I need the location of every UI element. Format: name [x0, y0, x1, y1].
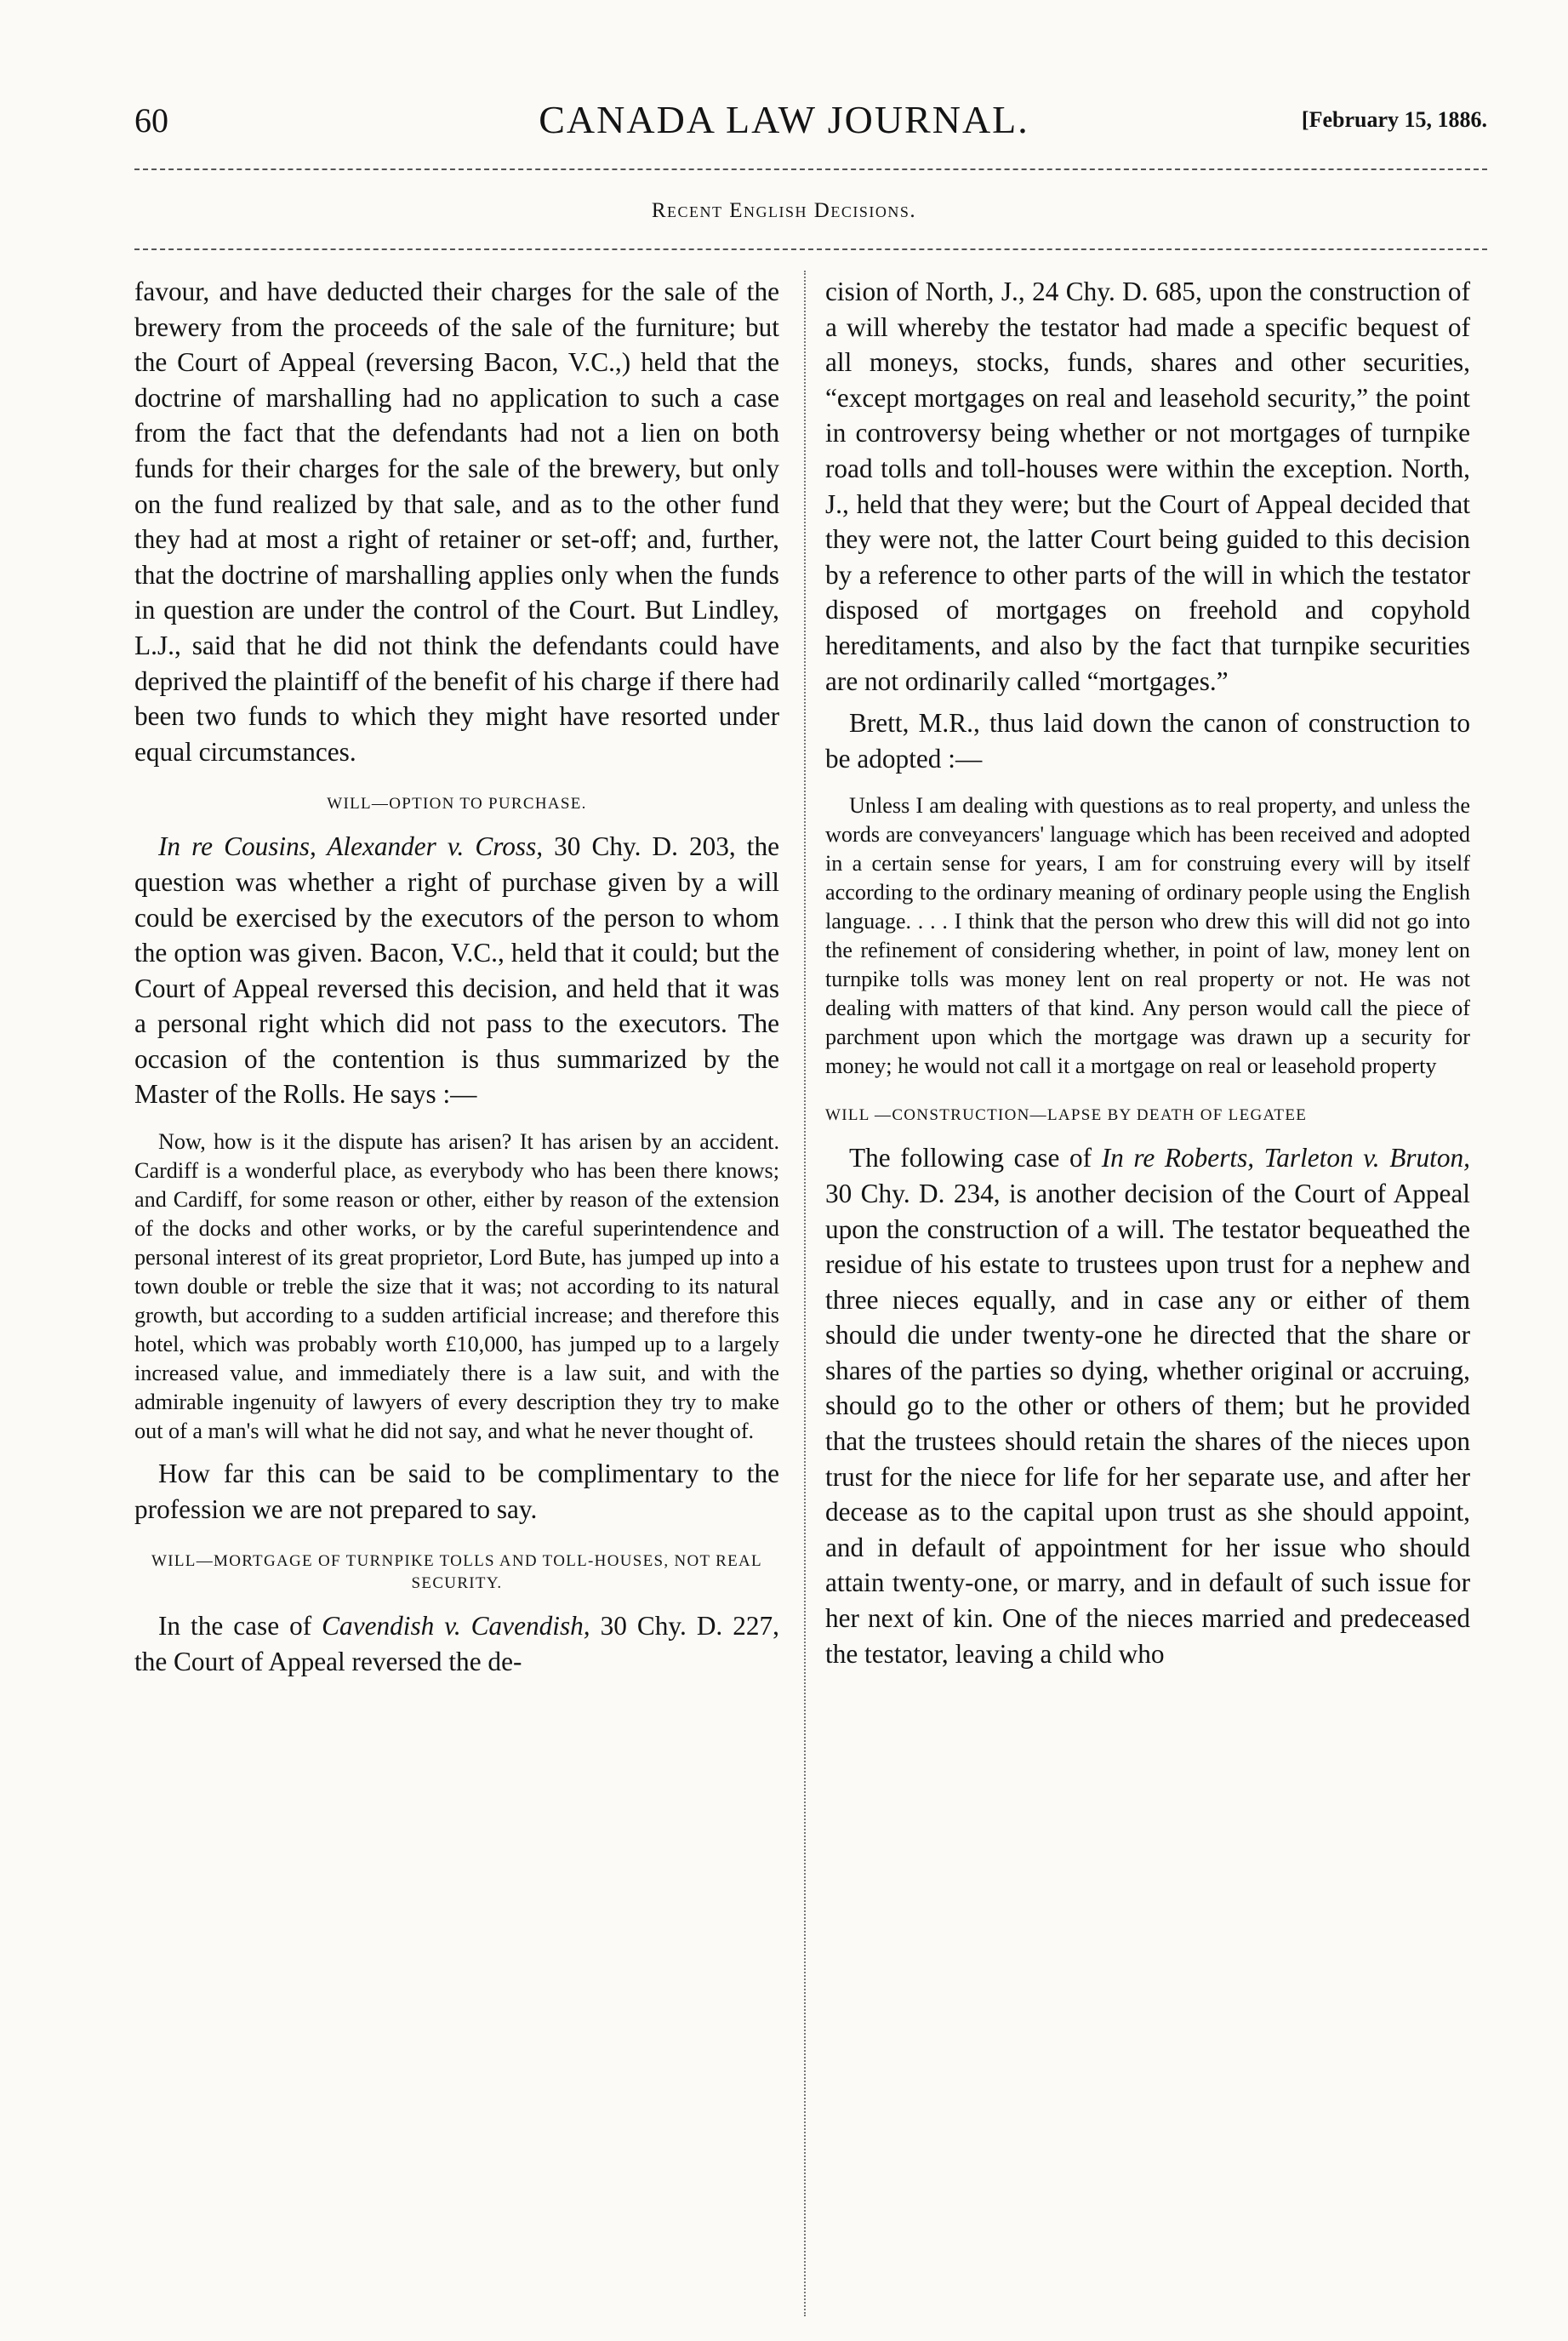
- right-quote-1: Unless I am dealing with questions as to real property, and unless the words are conveyancers' language which has been received and adopted in a certain sense for years, I am for construing every will by itself according to the ordinary meaning of ordinary people using the English language. . . . I think that the person who drew this will did not go into the refinement of considering whether, in point of law, money lent on turnpike tolls was money lent on real property or not. He was not dealing with matters of that kind. Any person would call the piece of parchment upon which the mortgage was drawn up a security for money; he would not call it a mortgage on real or leasehold property: [825, 793, 1470, 1079]
- left-heading-2: WILL—MORTGAGE OF TURNPIKE TOLLS AND TOLL-HOUSES, NOT REAL SECURITY.: [151, 1552, 762, 1593]
- case-name: In re Cousins, Alexander v. Cross,: [158, 831, 544, 862]
- right-paragraph-3: [825, 1140, 1470, 1671]
- right-heading-1: WILL —CONSTRUCTION—LAPSE BY DEATH OF LEGATEE: [825, 1106, 1308, 1125]
- paragraph-text: 30 Chy. D. 227, the Court of Appeal reversed the de-: [134, 1611, 779, 1676]
- paragraph-text: 30 Chy. D. 234, is another decision of the Court of Appeal upon the construction of a will. The testator bequeathed the residue of his estate to trustees upon trust for a nephew and three nieces equally, and in case any or either of them should die under twenty-one he directed that the share or shares of the parties so dying, whether original or accruing, should go to the other or others of them; but he provided that the trustees should retain the shares of the nieces upon trust for the niece for life for her separate use, and after her decease as to the capital upon trust as she should appoint, and in default of appointment for her issue who should attain twenty-one, or marry, and in default of such issue for her next of kin. One of the nieces married and predeceased the testator, leaving a child who: [825, 1178, 1470, 1669]
- left-heading-1: WILL—OPTION TO PURCHASE.: [327, 795, 587, 814]
- issue-date: [February 15, 1886.: [1301, 107, 1487, 132]
- column-divider: [804, 271, 806, 2316]
- left-quote-1: Now, how is it the dispute has arisen? It has arisen by an accident. Cardiff is a wonderful place, as everybody who has been there knows; and Cardiff, for some reason or other, either by reason of the extension of the docks and other works, or by the careful superintendence and personal interest of its great proprietor, Lord Bute, has jumped up into a town double or treble the size that it was; not according to its natural growth, but according to a sudden artificial increase; and therefore this hotel, which was probably worth £10,000, has jumped up to a largely increased value, and immediately there is a law suit, and with the admirable ingenuity of lawyers of every description they try to make out of a man's will what he did not say, and what he never thought of.: [134, 1129, 779, 1444]
- case-name: In re Roberts, Tarleton v. Bruton,: [1101, 1143, 1470, 1173]
- left-paragraph-2: [134, 829, 779, 1112]
- left-column: [134, 274, 779, 1679]
- left-paragraph-4: [134, 1608, 779, 1679]
- section-title: Recent English Decisions.: [651, 199, 917, 222]
- left-paragraph-1: favour, and have deducted their charges for the sale of the brewery from the proceeds of the sale of the furniture; but the Court of Appeal (reversing Bacon, V.C.,) held that the doctrine of marshalling had no application to such a case from the fact that the defendants had not a lien on both funds for their charges for the sale of the brewery, but only on the fund realized by that sale, and as to the other fund they had at most a right of retainer or set-off; and, further, that the doctrine of marshalling applies only when the funds in question are under the control of the Court. But Lindley, L.J., said that he did not think the defendants could have deprived the plaintiff of the benefit of his charge if there had been two funds to which they might have resorted under equal circumstances.: [134, 277, 779, 767]
- header-rule: [134, 168, 1487, 170]
- section-rule: [134, 248, 1487, 250]
- right-paragraph-1: cision of North, J., 24 Chy. D. 685, upon the construction of a will whereby the testator had made a specific bequest of all moneys, stocks, funds, shares and other securities, “except mortgages on real and leasehold security,” the point in controversy being whether or not mortgages of turnpike road tolls and toll-houses were within the exception. North, J., held that they were; but the Court of Appeal decided that they were not, the latter Court being guided to this decision by a reference to other parts of the will in which the testator disposed of mortgages on freehold and copyhold hereditaments, and also by the fact that turnpike securities are not ordinarily called “mortgages.”: [825, 277, 1470, 696]
- journal-title: CANADA LAW JOURNAL.: [539, 98, 1029, 141]
- case-name: Cavendish v. Cavendish,: [322, 1611, 590, 1642]
- paragraph-text: The following case of: [849, 1143, 1102, 1173]
- right-column: [825, 274, 1470, 1671]
- paragraph-text: 30 Chy. D. 203, the question was whether a right of purchase given by a will could be exercised by the executors of the person to whom the option was given. Bacon, V.C., held that it could; but the Court of Appeal reversed this decision, and held that it was a personal right which did not pass to the executors. The occasion of the contention is thus summarized by the Master of the Rolls. He says :—: [134, 831, 779, 1110]
- page-number: 60: [134, 101, 168, 140]
- paragraph-text: In the case of: [158, 1611, 322, 1642]
- left-paragraph-3: How far this can be said to be complimentary to the profession we are not prepared to say.: [134, 1459, 779, 1524]
- right-paragraph-2: Brett, M.R., thus laid down the canon of construction to be adopted :—: [825, 708, 1470, 774]
